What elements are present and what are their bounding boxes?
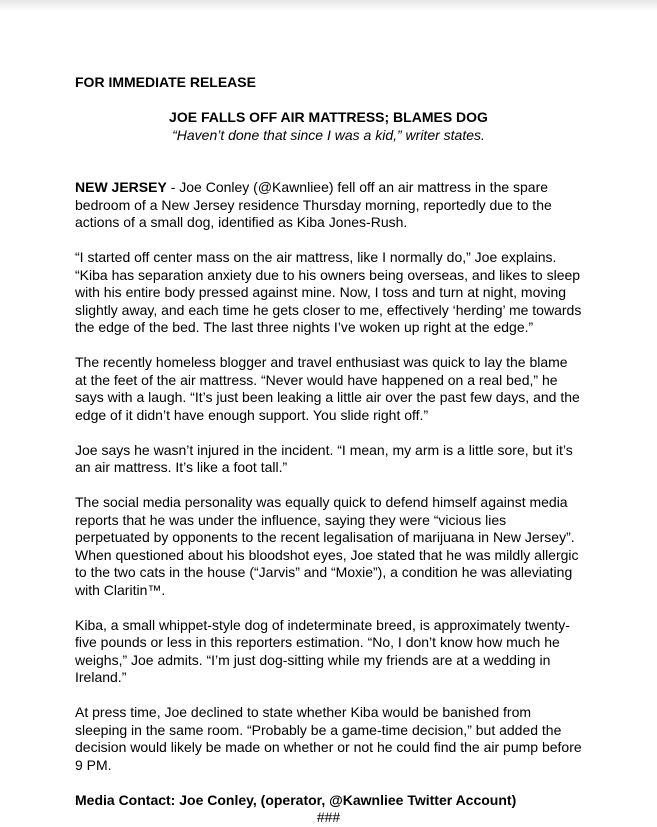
subhead: “Haven’t done that since I was a kid,” writer states. [172, 126, 485, 143]
paragraph-defends-against-media: The social media personality was equally quick to defend himself against media reports that he was under the influence, saying they were “vicious lies perpetuated by opponents to the recent legalisation of marijuana in New Jersey”. When questioned about his bloodshot eyes, Joe stated that he was mildly allergic to the two cats in the house (“Jarvis” and “Moxie”), a condition he was alleviating with Claritin™. [75, 494, 579, 598]
headline: JOE FALLS OFF AIR MATTRESS; BLAMES DOG [169, 109, 488, 125]
paragraph-not-injured: Joe says he wasn’t injured in the incident. “I mean, my arm is a little sore, but it’s an air mattress. It’s like a foot tall.” [75, 441, 573, 475]
paragraph-quote-started-off-center: “I started off center mass on the air mattress, like I normally do,” Joe explains. “Kiba has separation anxiety due to his owners being overseas, and likes to sleep with his entire body pressed against mine. Now, I toss and turn at night, moving slightly away, and each time he gets closer to me, effectively ‘herding’ me towards the edge of the bed. The last three nights I’ve woken up right at the edge.” [75, 249, 582, 335]
media-contact-line: Media Contact: Joe Conley, (operator, @Kawnliee Twitter Account) [75, 791, 517, 808]
paragraph-blames-mattress: The recently homeless blogger and travel enthusiast was quick to lay the blame at the feet of the air mattress. “Never would have happened on a real bed,” he says with a laugh. “It’s just been leaking a little air over the past few days, and the edge of it didn’t have enough support. You slide right off.” [75, 354, 580, 423]
end-mark: ### [316, 809, 341, 825]
paragraph-press-time: At press time, Joe declined to state whether Kiba would be banished from sleeping in the same room. “Probably be a game-time decision,” but added the decision would likely be made on whether or not he could find the air pump before 9 PM. [75, 704, 582, 773]
paragraph-dateline [75, 179, 582, 232]
dateline: NEW JERSEY [75, 179, 167, 195]
paragraph-kiba-description: Kiba, a small whippet-style dog of indeterminate breed, is approximately twenty-five pounds or less in this reporters estimation. “No, I don’t know how much he weighs,” Joe admits. “I’m just dog-sitting while my friends are at a wedding in Ireland.” [75, 616, 570, 685]
paragraph-text: - Joe Conley (@Kawnliee) fell off an air mattress in the spare bedroom of a New Jersey residence Thursday morning, reportedly due to the actions of a small dog, identified as Kiba Jones-Rush. [75, 179, 552, 230]
release-line: FOR IMMEDIATE RELEASE [75, 74, 256, 90]
